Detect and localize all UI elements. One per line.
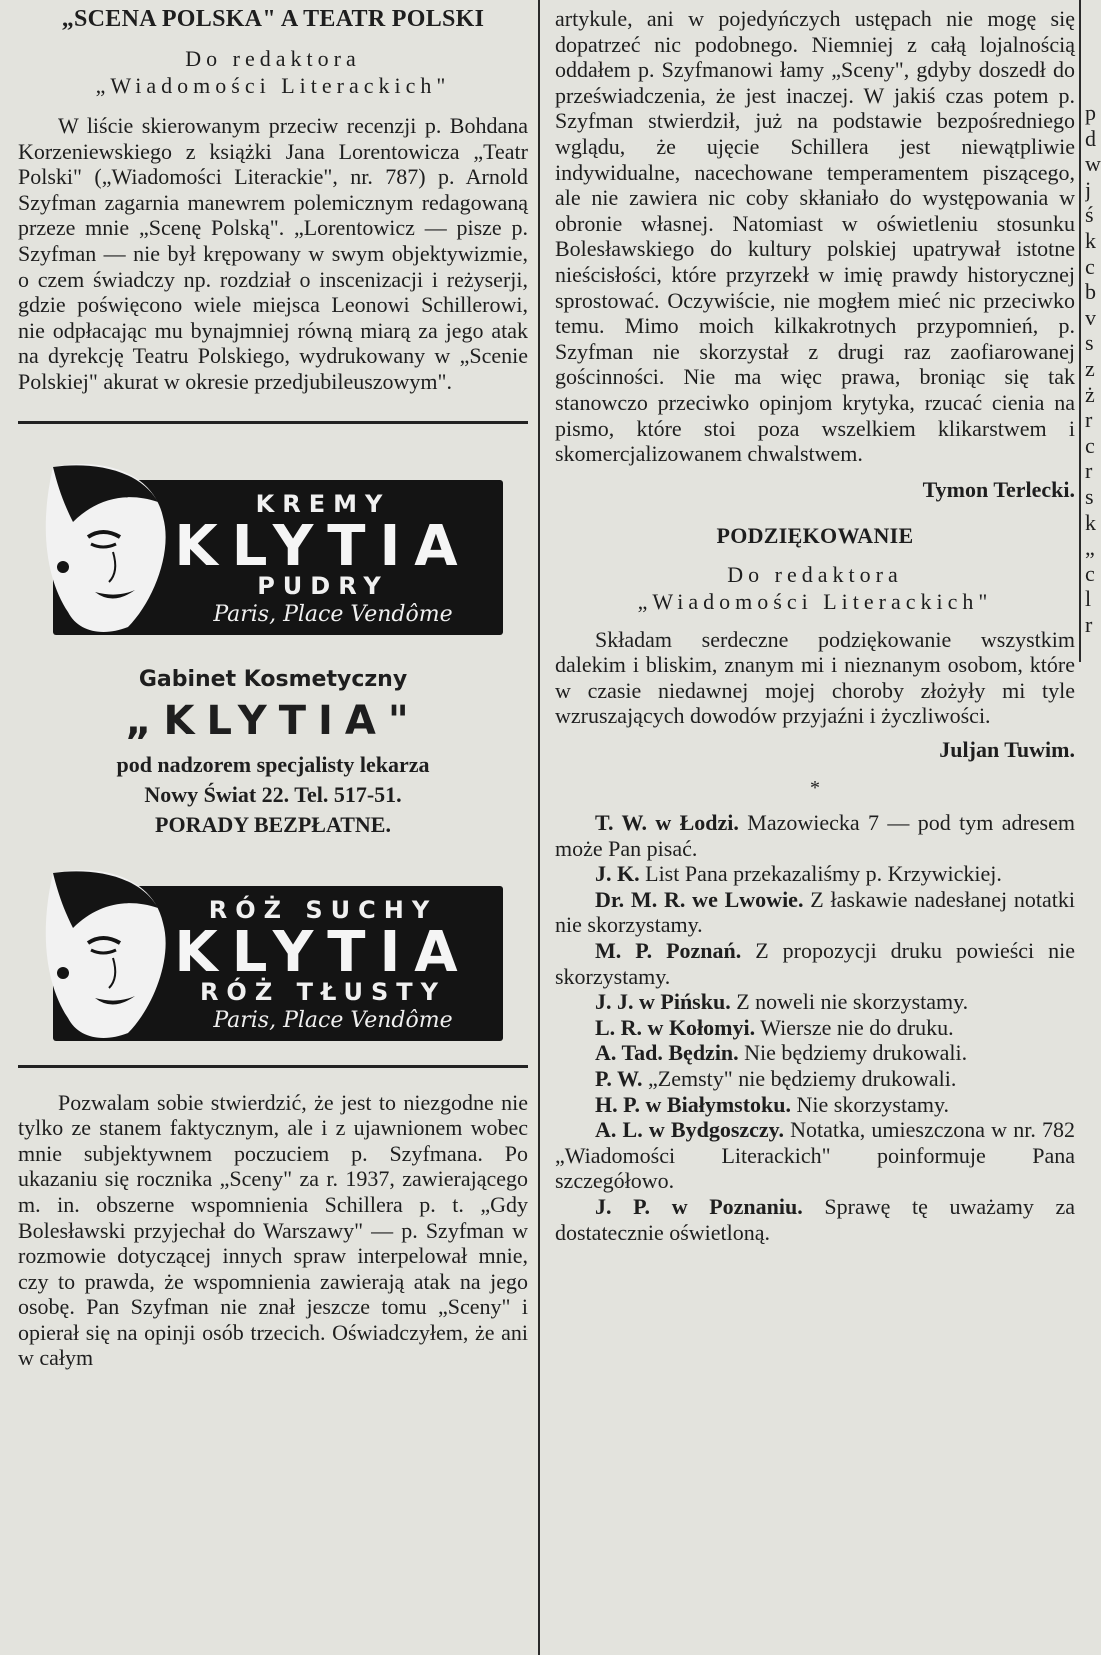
editorial-replies-list [555,810,1075,1245]
ad-line-top: KREMY [255,489,391,518]
reply-item [555,938,1075,989]
ad-line-top: RÓŻ SUCHY [208,895,438,924]
addressee-line-2: „Wiadomości Literackich" [637,588,993,614]
fragment-letter: v [1085,304,1096,330]
fragment-letter: d [1085,125,1096,151]
gabinet-heading: Gabinet Kosmetyczny [138,666,408,692]
fragment-letter: „ [1085,535,1095,561]
column-divider-right [1079,0,1081,662]
reply-text: Nie będziemy drukowali. [738,1040,968,1066]
reply-item [555,1117,1075,1194]
ad-line-bottom: PUDRY [257,571,389,600]
fragment-letter: ś [1085,202,1094,228]
reply-recipient: J. K. [595,861,640,887]
reply-item [555,861,1075,887]
fragment-letter: s [1085,330,1094,356]
addressee-line-2: „Wiadomości Literackich" [95,73,451,98]
cropped-text-fragments [1085,100,1101,637]
reply-text: Z propozycji druku powieści nie skorzystamy. [555,938,1075,989]
fragment-letter: p [1085,100,1096,125]
fragment-letter: r [1085,458,1093,484]
right-column-fragment [1085,100,1101,637]
reply-text: Nie skorzystamy. [791,1091,950,1117]
reply-recipient: L. R. w Kołomyi. [595,1014,756,1040]
reply-item [555,1015,1075,1041]
reply-recipient: T. W. w Łodzi. [595,810,739,836]
ad-tagline: Paris, Place Vendôme [213,601,453,627]
fragment-letter: z [1085,355,1095,381]
fragment-letter: k [1085,227,1096,253]
address-line: Nowy Świat 22. Tel. 517-51. [144,781,402,807]
addressee-line-1: Do redaktora [727,561,903,587]
reply-text: Mazowiecka 7 — pod tym adresem może Pan pisać. [555,810,1075,861]
ad-line-bottom: RÓŻ TŁUSTY [199,977,447,1006]
fragment-letter: l [1085,586,1092,612]
reply-text: Notatka, umieszczona w nr. 782 „Wiadomości Literackich" poinformuje Pana szczegółowo. [555,1117,1075,1194]
separator-asterisk: * [810,777,820,800]
fragment-letter: j [1085,176,1092,202]
reply-text: „Zemsty" nie będziemy drukowali. [642,1066,957,1091]
middle-column [555,0,1075,1245]
ad-tagline: Paris, Place Vendôme [213,1007,453,1033]
reply-recipient: M. P. Poznań. [595,938,742,964]
fragment-letter: r [1085,611,1093,637]
reply-text: Z łaskawie nadesłanej notatki nie skorzystamy. [555,886,1075,938]
reply-text: Z noweli nie skorzystamy. [730,989,969,1015]
reply-recipient: A. L. w Bydgoszczy. [595,1117,784,1143]
reply-recipient: J. J. w Pińsku. [595,989,731,1015]
reply-recipient: Dr. M. R. we Lwowie. [595,886,804,912]
reply-item [555,989,1075,1015]
reply-recipient: J. P. w Poznaniu. [595,1193,803,1219]
signature-tuwim: Juljan Tuwim. [939,737,1075,763]
reply-recipient: H. P. w Białymstoku. [595,1091,792,1117]
fragment-letter: c [1085,560,1095,586]
signature-terlecki: Tymon Terlecki. [922,476,1075,502]
reply-text: Wiersze nie do druku. [755,1014,954,1040]
fragment-letter: r [1085,407,1093,433]
column-divider-left [538,0,540,1655]
fragment-letter: s [1085,483,1094,509]
fragment-letter: c [1085,432,1095,458]
article-paragraph-1: W liście skierowanym przeciw recenzji p. Bohdana Korzeniewskiego z książki Jana Lorentowicza „Teatr Polski" („Wiadomości Literackie", nr. 787) p. Arnold Szyfman zagarnia manewrem polemicznym redagowaną przeze mnie „Scenę Polską". „Lorentowicz — pisze p. Szyfman — nie był krępowany w swym objektywizmie, o czem świadczy np. rozdział o inscenizacji i reżyserji, gdzie poświęcono wiele miejsca Leonowi Schillerowi, nie odpłacając mu bynajmniej równą miarą za jego atak na dyrekcję Teatru Polskiego, wydrukowany w „Scenie Polskiej" akurat w okresie przedjubileuszowym". [18,113,528,394]
section-title-thanks: PODZIĘKOWANIE [716,522,914,548]
horizontal-rule [18,1065,528,1068]
reply-text: List Pana przekazaliśmy p. Krzywickiej. [639,861,1002,887]
klytia-ad-banner-1 [33,462,503,637]
free-advice-line: PORADY BEZPŁATNE. [155,811,391,837]
reply-item [555,810,1075,861]
reply-item [555,887,1075,938]
fragment-letter: w [1085,151,1101,177]
woman-face-illustration [33,462,183,637]
ad-brand-name: KLYTIA [174,919,472,985]
fragment-letter: c [1085,253,1095,279]
ad-brand-name: KLYTIA [174,513,472,579]
article-title: „SCENA POLSKA" A TEATR POLSKI [61,6,485,32]
reply-text: Sprawę tę uważamy za dostatecznie oświetloną. [555,1193,1075,1245]
reply-item [555,1092,1075,1118]
fragment-letter: k [1085,509,1096,535]
supervision-line: pod nadzorem specjalisty lekarza [116,751,430,777]
woman-face-illustration [33,868,183,1043]
fragment-letter: ż [1085,381,1095,407]
article-continuation: artykule, ani w pojedyńczych ustępach nie mogę się dopatrzeć nic podobnego. Niemniej z całą lojalnością oddałem p. Szyfmanowi łamy „Sceny", gdyby doszedł do przeświadczenia, że jest inaczej. W jakiś czas potem p. Szyfman stwierdził, już na podstawie bezpośredniego wglądu, że ujęcie Schillera jest niewątpliwie indywidualne, nacechowane temperamentem piszącego, ale nie zawiera nic coby skłaniało do występowania w obronie własnej. Natomiast w oświetleniu stosunku Bolesławskiego do kultury polskiej upatrywał istotne nieścisłości, które przyrzekł w imię prawdy historycznej sprostować. Oczywiście, nie mogłem mieć nic przeciwko temu. Mimo moich kilkakrotnych przypomnień, p. Szyfman nie skorzystał z drugi raz zaofiarowanej gościnności. Nie ma więc prawa, broniąc się tak stanowczo przeciwko opinjom krytyka, rzucać cienia na pismo, które stoi poza wszelkiem klikarstwem i skomercjalizowanem chwalstwem. [555,6,1075,467]
reply-item [555,1066,1075,1092]
addressee-line-1: Do redaktora [185,46,361,71]
article-paragraph-2: Pozwalam sobie stwierdzić, że jest to niezgodne nie tylko ze stanem faktycznym, ale i z ujawnionem wobec mnie subjektywnem poczuciem p. Szyfmana. Po ukazaniu się rocznika „Sceny" za r. 1937, zawierającego m. in. obszerne wspomnienia Schillera p. t. „Gdy Bolesławski przyjechał do Warszawy" — p. Szyfman w rozmowie dotyczącej innych spraw interpelował mnie, czy to prawda, że wspomnienia zawierają atak na jego osobę. Pan Szyfman nie znał jeszcze tomu „Sceny" i opierał się na opinji osób trzecich. Oświadczyłem, że ani w całym [18,1089,528,1371]
left-column [18,0,528,1371]
reply-item [555,1040,1075,1066]
thanks-paragraph: Składam serdeczne podziękowanie wszystkim dalekim i bliskim, znanym mi i nieznanym osobom, które w czasie niedawnej mojej choroby złożyły mi tyle wzruszających dowodów przyjaźni i życzliwości. [555,626,1075,729]
horizontal-rule [18,421,528,424]
reply-recipient: P. W. [595,1066,643,1091]
klytia-ad-banner-2 [33,868,503,1043]
fragment-letter: b [1085,279,1096,305]
reply-recipient: A. Tad. Będzin. [595,1040,739,1066]
klytia-brand: „KLYTIA" [125,697,421,744]
reply-item [555,1194,1075,1245]
